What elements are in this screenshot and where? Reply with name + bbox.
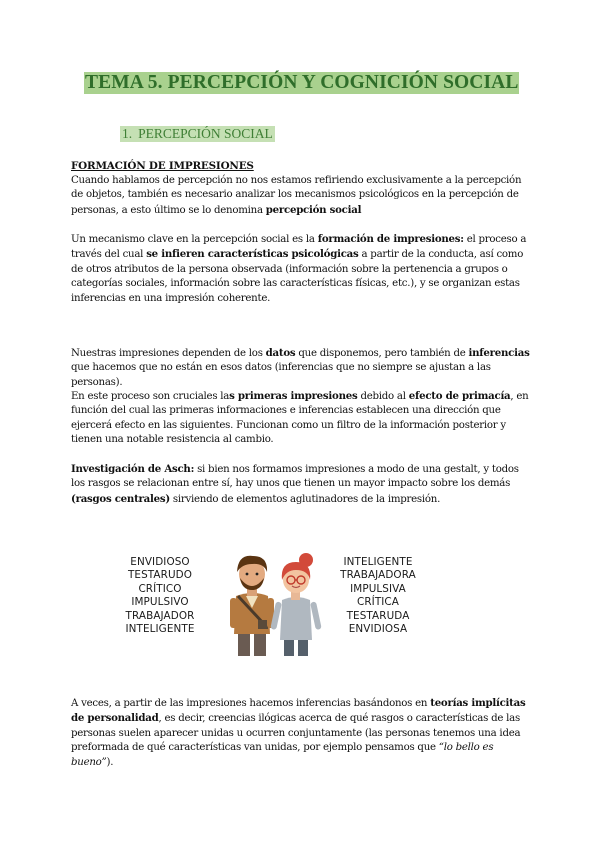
bold-term: formación de impresiones: (317, 233, 464, 245)
bold-term: percepción social (265, 203, 362, 216)
man-icon (230, 556, 274, 656)
bold-term: Investigación de Asch: (71, 463, 195, 475)
bold-term: efecto de primacía (408, 390, 511, 402)
paragraph-primeras-impresiones (71, 389, 535, 448)
paragraph-formacion-impresiones (71, 232, 535, 306)
woman-icon (270, 553, 322, 656)
paragraph-percepcion-social (71, 174, 535, 218)
text-run: Nuestras impresiones dependen de los (71, 348, 266, 359)
text-run: Un mecanismo clave en la percepción social es la (71, 234, 318, 245)
trait-item: IMPULSIVO (131, 596, 189, 609)
right-traits-list (338, 556, 418, 636)
trait-item: TRABAJADOR (125, 609, 195, 622)
italic-quote: “lo bello es bueno” (71, 742, 494, 768)
asch-figure (120, 548, 440, 658)
text-run: que disponemos, pero también de (295, 348, 469, 359)
paragraph-teorias-implicitas (71, 696, 535, 770)
trait-item: INTELIGENTE (343, 556, 413, 568)
trait-item: INTELIGENTE (125, 623, 195, 636)
text-run: sirviendo de elementos aglutinadores de la impresión. (169, 493, 441, 505)
bold-term: se infieren características psicológicas (146, 248, 359, 261)
trait-item: CRÍTICO (138, 582, 182, 595)
paragraph-datos-inferencias (71, 346, 535, 390)
trait-item: CRÍTICA (356, 596, 399, 609)
bold-term: inferencias (468, 347, 530, 359)
section-label: PERCEPCIÓN SOCIAL (138, 126, 273, 141)
trait-item: ENVIDIOSO (130, 556, 190, 568)
text-run: Cuando hablamos de percepción no nos estamos refiriendo exclusivamente a la percepción de objetos, también es necesario analizar los mecanismos psicológicos en la percepción de personas, a esto último se lo denomina (71, 175, 522, 216)
subheading-formacion-impresiones: FORMACIÓN DE IMPRESIONES (71, 160, 254, 172)
bold-term: datos (265, 347, 296, 359)
bold-term: s primeras impresiones (229, 390, 358, 402)
text-run: a partir de la conducta, así como de otros atributos de la persona observada (información sobre la pertenencia a grupos o categorías sociales, información sobre las características físicas, etc.), y se organizan estas inferencias en una impresión coherente. (71, 249, 524, 304)
trait-item: IMPULSIVA (350, 582, 406, 595)
text-run: , en función del cual las primeras informaciones e inferencias establecen una dirección que ejercerá efecto en las siguientes. Funcionan como un filtro de la información posterior y tienen una notable resistencia al cambio. (71, 391, 529, 446)
text-run: el proceso a través del cual (71, 234, 527, 261)
left-traits-list (120, 556, 200, 636)
section-heading (120, 126, 275, 142)
text-run: En este proceso son cruciales la (71, 391, 230, 402)
bold-term: (rasgos centrales) (71, 492, 170, 505)
trait-item: TRABAJADORA (340, 569, 416, 582)
bold-term: teorías implícitas de personalidad (71, 697, 526, 725)
text-run: si bien nos formamos impresiones a modo de una gestalt, y todos los rasgos se relacionan entre sí, hay unos que tienen un mayor impacto sobre los demás (71, 464, 519, 490)
text-run: debido al (357, 391, 409, 402)
trait-item: ENVIDIOSA (348, 623, 408, 636)
text-run: que hacemos que no están en esos datos (inferencias que no siempre se ajustan a las personas). (71, 362, 491, 388)
trait-item: TESTARUDA (346, 609, 410, 622)
paragraph-asch (71, 462, 535, 507)
text-run: A veces, a partir de las impresiones hacemos inferencias basándonos en (71, 698, 431, 709)
section-number: 1. (122, 126, 133, 141)
people-illustration (218, 548, 328, 658)
page-title: TEMA 5. PERCEPCIÓN Y COGNICIÓN SOCIAL (85, 72, 519, 93)
text-run: ). (106, 756, 114, 768)
text-run: , es decir, creencias ilógicas acerca de qué rasgos o características de las personas suelen aparecer unidas u ocurren conjuntamente (las personas tenemos una idea preformada de qué características van unidas, por ejemplo pensamos que (71, 713, 521, 754)
trait-item: TESTARUDO (127, 569, 193, 582)
